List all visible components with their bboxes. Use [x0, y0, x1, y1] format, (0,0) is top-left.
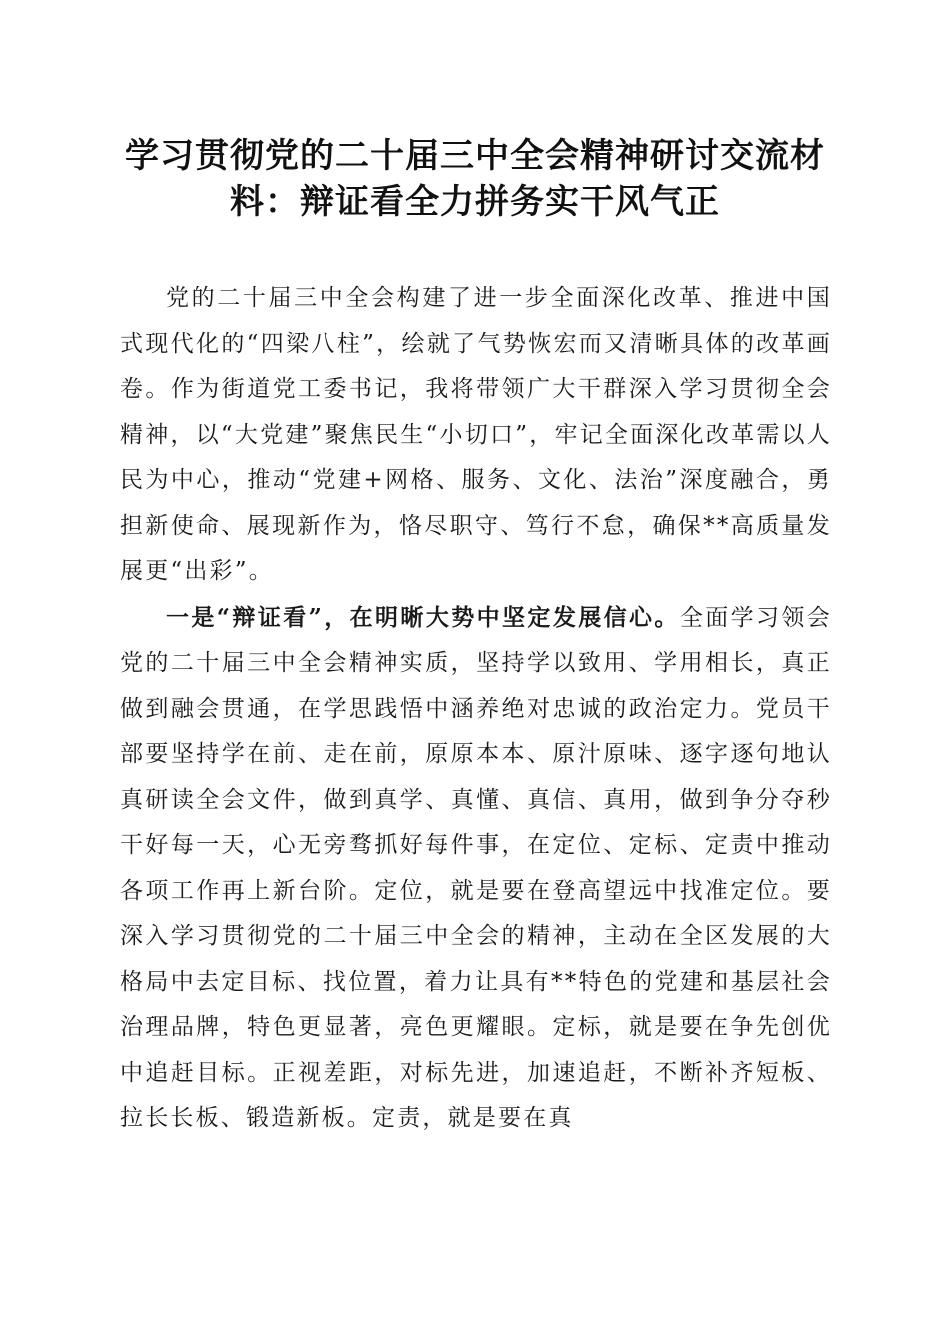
paragraph-intro — [120, 276, 832, 595]
paragraph-text: 全面学习领会党的二十届三中全会精神实质，坚持学以致用、学用相长，真正做到融会贯通，在学思践悟中涵养绝对忠诚的政治定力。党员干部要坚持学在前、走在前，原原本本、原汁原味、逐字逐句地认真研读全会文件，做到真学、真懂、真信、真用，做到争分夺秒干好每一天，心无旁骛抓好每件事，在定位、定标、定责中推动各项工作再上新台阶。定位，就是要在登高望远中找准定位。要深入学习贯彻党的二十届三中全会的精神，主动在全区发展的大格局中去定目标、找位置，着力让具有**特色的党建和基层社会治理品牌，特色更显著，亮色更耀眼。定标，就是要在争先创优中追赶目标。正视差距，对标先进，加速追赶，不断补齐短板、拉长长板、锻造新板。定责，就是要在真 — [120, 604, 832, 1131]
paragraph-text: 党的二十届三中全会构建了进一步全面深化改革、推进中国式现代化的“四梁八柱”，绘就了气势恢宏而又清晰具体的改革画卷。作为街道党工委书记，我将带领广大干群深入学习贯彻全会精神，以“大党建”聚焦民生“小切口”，牢记全面深化改革需以人民为中心，推动“党建+网格、服务、文化、法治”深度融合，勇担新使命、展现新作为，恪尽职守、笃行不怠，确保**高质量发展更“出彩”。 — [120, 285, 832, 584]
document-body — [120, 276, 832, 1142]
document-title: 学习贯彻党的二十届三中全会精神研讨交流材料：辩证看全力拼务实干风气正 — [125, 136, 825, 222]
paragraph-lead-heading: 一是“辩证看”，在明晰大势中坚定发展信心。 — [166, 603, 680, 631]
paragraph-point-one — [120, 595, 832, 1142]
